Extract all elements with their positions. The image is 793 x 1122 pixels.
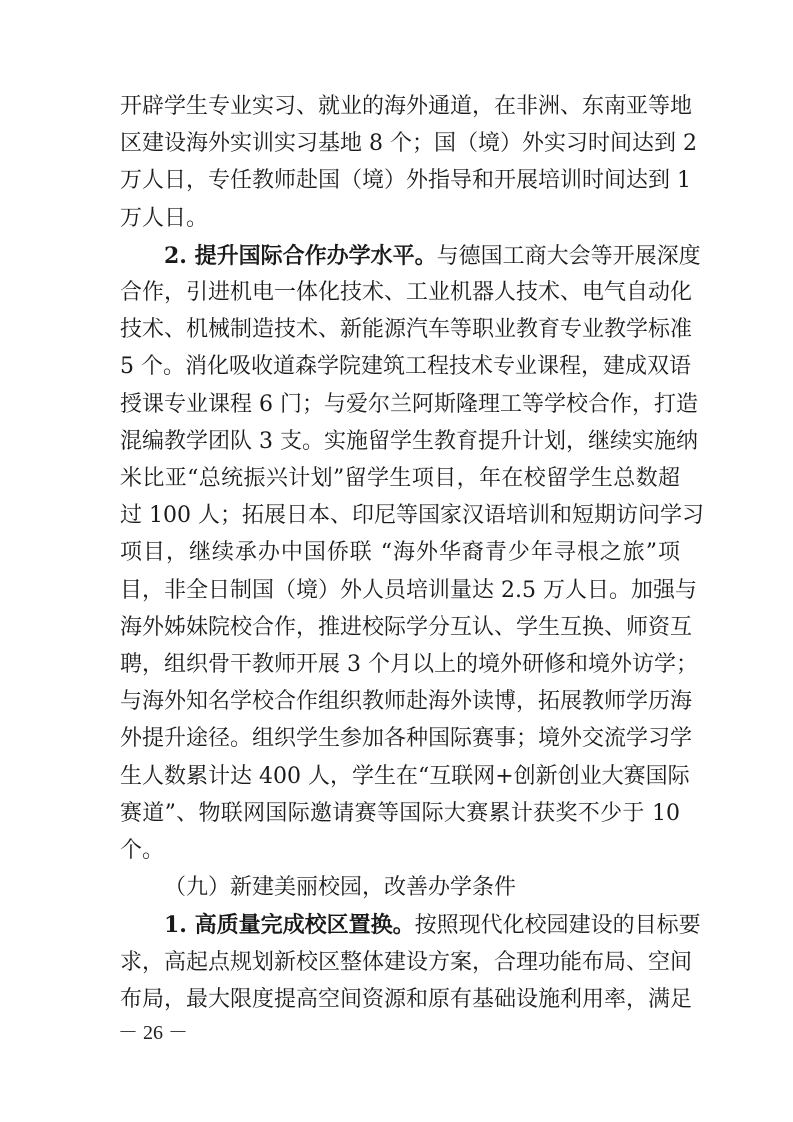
- text-line: 目，非全日制国（境）外人员培训量达 2.5 万人日。加强与: [120, 577, 697, 603]
- text-line: 过 100 人；拓展日本、印尼等国家汉语培训和短期访问学习: [120, 503, 704, 529]
- paragraph-text: 按照现代化校园建设的目标要: [414, 913, 701, 939]
- section-title: （九）新建美丽校园，改善办学条件: [164, 875, 517, 901]
- text-line: 与海外知名学校合作组织教师赴海外读博，拓展教师学历海: [120, 689, 693, 715]
- text-line: 项目，继续承办中国侨联 “海外华裔青少年寻根之旅”项: [120, 540, 680, 566]
- text-line: 开辟学生专业实习、就业的海外通道，在非洲、东南亚等地: [120, 94, 693, 119]
- text-line: 技术、机械制造技术、新能源汽车等职业教育专业教学标准: [120, 317, 693, 343]
- text-line: 授课专业课程 6 门；与爱尔兰阿斯隆理工等学校合作，打造: [120, 391, 698, 417]
- text-line: 万人日。: [120, 205, 209, 231]
- page-number: － 26 －: [118, 1022, 188, 1044]
- paragraph-text: 与德国工商大会等开展深度: [436, 243, 701, 269]
- text-line: 生人数累计达 400 人，学生在“互联网+创新创业大赛国际: [120, 763, 690, 789]
- text-line: 海外姊妹院校合作，推进校际学分互认、学生互换、师资互: [120, 614, 693, 640]
- text-line: 万人日，专任教师赴国（境）外指导和开展培训时间达到 1: [120, 168, 691, 194]
- paragraph-heading-line: [164, 905, 701, 945]
- text-line: 合作，引进机电一体化技术、工业机器人技术、电气自动化: [120, 280, 693, 305]
- text-line: 聘，组织骨干教师开展 3 个月以上的境外研修和境外访学；: [120, 652, 698, 677]
- text-line: 混编教学团队 3 支。实施留学生教育提升计划，继续实施纳: [120, 428, 698, 454]
- text-line: 米比亚“总统振兴计划”留学生项目，年在校留学生总数超: [120, 466, 680, 491]
- text-line: 布局，最大限度提高空间资源和原有基础设施利用率，满足: [120, 986, 693, 1012]
- text-line: 5 个。消化吸收道森学院建筑工程技术专业课程，建成双语: [120, 354, 691, 380]
- text-line: 外提升途径。组织学生参加各种国际赛事；境外交流学习学: [120, 726, 693, 752]
- section-heading: 1. 高质量完成校区置换。: [164, 912, 415, 939]
- text-line: 赛道”、物联网国际邀请赛等国际大赛累计获奖不少于 10: [120, 800, 680, 826]
- text-line: 个。: [120, 838, 165, 863]
- text-line: 求，高起点规划新校区整体建设方案，合理功能布局、空间: [120, 949, 693, 975]
- paragraph-heading-line: [164, 236, 701, 276]
- text-line: 区建设海外实训实习基地 8 个；国（境）外实习时间达到 2: [120, 131, 697, 157]
- section-heading: 2. 提升国际合作办学水平。: [164, 242, 437, 269]
